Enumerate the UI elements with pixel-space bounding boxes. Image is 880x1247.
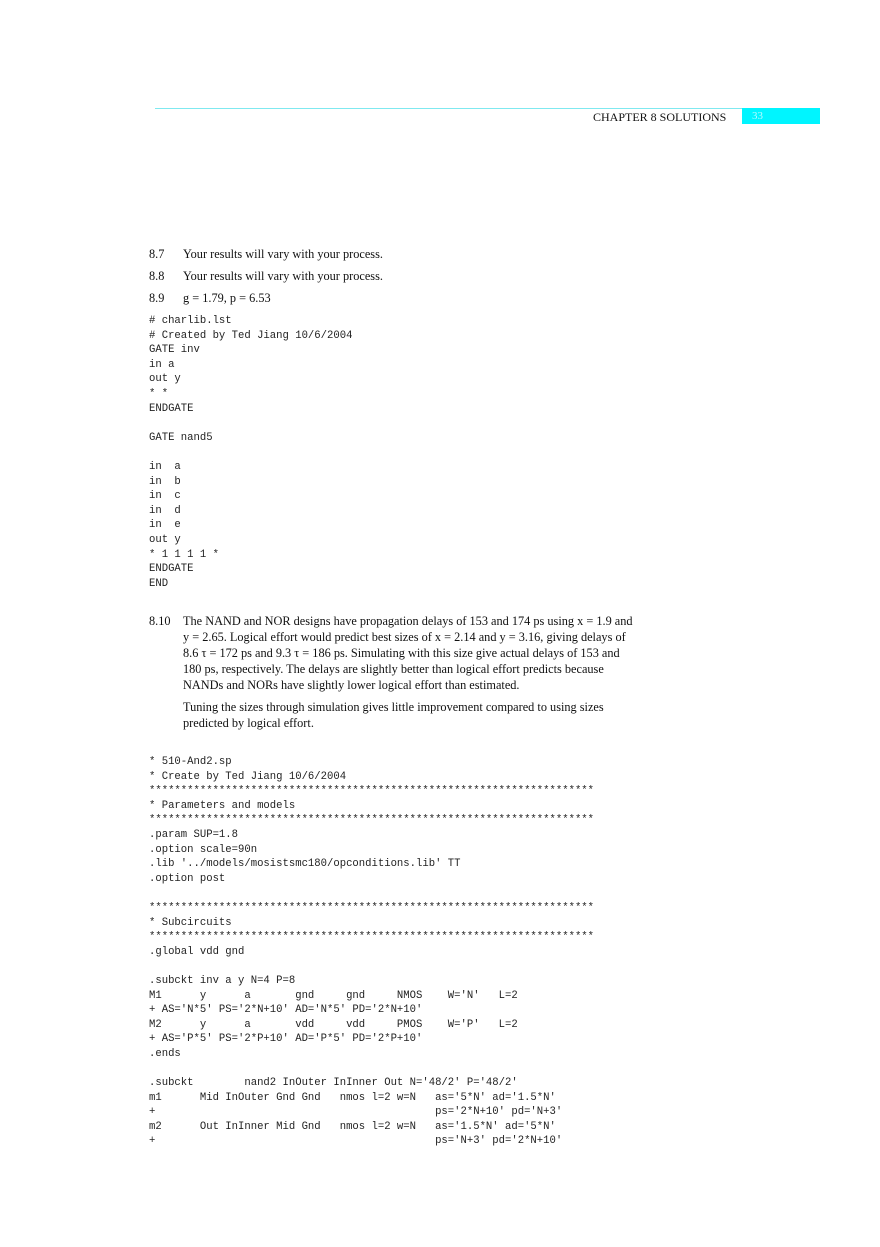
spice-code-listing <box>149 755 594 1149</box>
item-text: Your results will vary with your process. <box>183 247 383 261</box>
code-line <box>149 886 594 901</box>
code-line: GATE nand5 <box>149 431 213 444</box>
header-rule <box>155 108 820 109</box>
code-line: ********************************************************************** <box>149 814 595 827</box>
code-line: in a <box>149 358 175 371</box>
code-line: .lib '../models/mosistsmc180/opconditions.lib' TT <box>149 858 461 871</box>
solution-8-9 <box>149 290 633 306</box>
code-line: in b <box>149 475 181 488</box>
code-line: M2 y a vdd vdd PMOS W='P' L=2 <box>149 1018 518 1031</box>
code-line: * * <box>149 387 169 400</box>
item-number: 8.10 <box>149 614 171 628</box>
item-body <box>183 613 633 731</box>
code-line: * Subcircuits <box>149 916 232 929</box>
code-line: .option scale=90n <box>149 843 258 856</box>
code-line: + AS='P*5' PS='2*P+10' AD='P*5' PD='2*P+10' <box>149 1033 423 1046</box>
code-line: END <box>149 577 169 590</box>
code-line: * Parameters and models <box>149 799 296 812</box>
page-number: 33 <box>742 108 820 124</box>
code-line: in a <box>149 460 181 473</box>
paragraph: Tuning the sizes through simulation gives little improvement compared to using sizes predicted by logical effort. <box>183 700 604 730</box>
code-line: out y <box>149 373 181 386</box>
code-line <box>149 959 594 974</box>
paragraph: The NAND and NOR designs have propagation delays of 153 and 174 ps using x = 1.9 and y = 2.65. Logical effort would predict best sizes of x = 2.14 and y = 3.16, giving delays of 8.6 τ = 172 ps and 9.3 τ = 186 ps. Simulating with this size give actual delays of 153 and 180 ps, respectively. The delays are slightly better than logical effort predicts because NANDs and NORs have slightly lower logical effort than estimated. <box>183 614 633 692</box>
code-line: + ps='2*N+10' pd='N+3' <box>149 1106 563 1119</box>
code-line: ********************************************************************** <box>149 785 595 798</box>
code-line: ENDGATE <box>149 563 194 576</box>
code-line: in c <box>149 490 181 503</box>
running-header: CHAPTER 8 SOLUTIONS <box>593 110 727 124</box>
code-line <box>149 416 352 431</box>
charlib-code-listing <box>149 314 352 591</box>
code-line: # charlib.lst <box>149 315 232 327</box>
code-line: + AS='N*5' PS='2*N+10' AD='N*5' PD='2*N+10' <box>149 1004 423 1017</box>
code-line: m1 Mid InOuter Gnd Gnd nmos l=2 w=N as='5*N' ad='1.5*N' <box>149 1091 556 1104</box>
code-line: * Create by Ted Jiang 10/6/2004 <box>149 770 347 783</box>
code-line: .ends <box>149 1047 181 1060</box>
code-line: GATE inv <box>149 344 200 357</box>
code-line: # Created by Ted Jiang 10/6/2004 <box>149 329 353 342</box>
code-line <box>149 445 352 460</box>
code-line: ********************************************************************** <box>149 901 595 914</box>
code-line: ENDGATE <box>149 402 194 415</box>
code-line: out y <box>149 533 181 546</box>
code-line: M1 y a gnd gnd NMOS W='N' L=2 <box>149 989 518 1002</box>
solution-8-7 <box>149 246 633 262</box>
solution-8-10 <box>149 613 633 737</box>
item-text: g = 1.79, p = 6.53 <box>183 291 271 305</box>
item-number: 8.9 <box>149 291 165 305</box>
code-line: in d <box>149 504 181 517</box>
code-line: .subckt inv a y N=4 P=8 <box>149 974 296 987</box>
code-line: + ps='N+3' pd='2*N+10' <box>149 1135 563 1148</box>
code-line: * 1 1 1 1 * <box>149 548 219 561</box>
code-line: .option post <box>149 872 226 885</box>
code-line: m2 Out InInner Mid Gnd nmos l=2 w=N as='1.5*N' ad='5*N' <box>149 1120 556 1133</box>
code-line: in e <box>149 519 181 532</box>
code-line: ********************************************************************** <box>149 931 595 944</box>
code-line: .param SUP=1.8 <box>149 828 239 841</box>
code-line: .subckt nand2 InOuter InInner Out N='48/2' P='48/2' <box>149 1077 518 1090</box>
code-line <box>149 1061 594 1076</box>
item-number: 8.7 <box>149 247 165 261</box>
solution-8-8 <box>149 268 633 284</box>
item-text: Your results will vary with your process. <box>183 269 383 283</box>
item-number: 8.8 <box>149 269 165 283</box>
code-line: * 510-And2.sp <box>149 756 232 768</box>
code-line: .global vdd gnd <box>149 945 245 958</box>
